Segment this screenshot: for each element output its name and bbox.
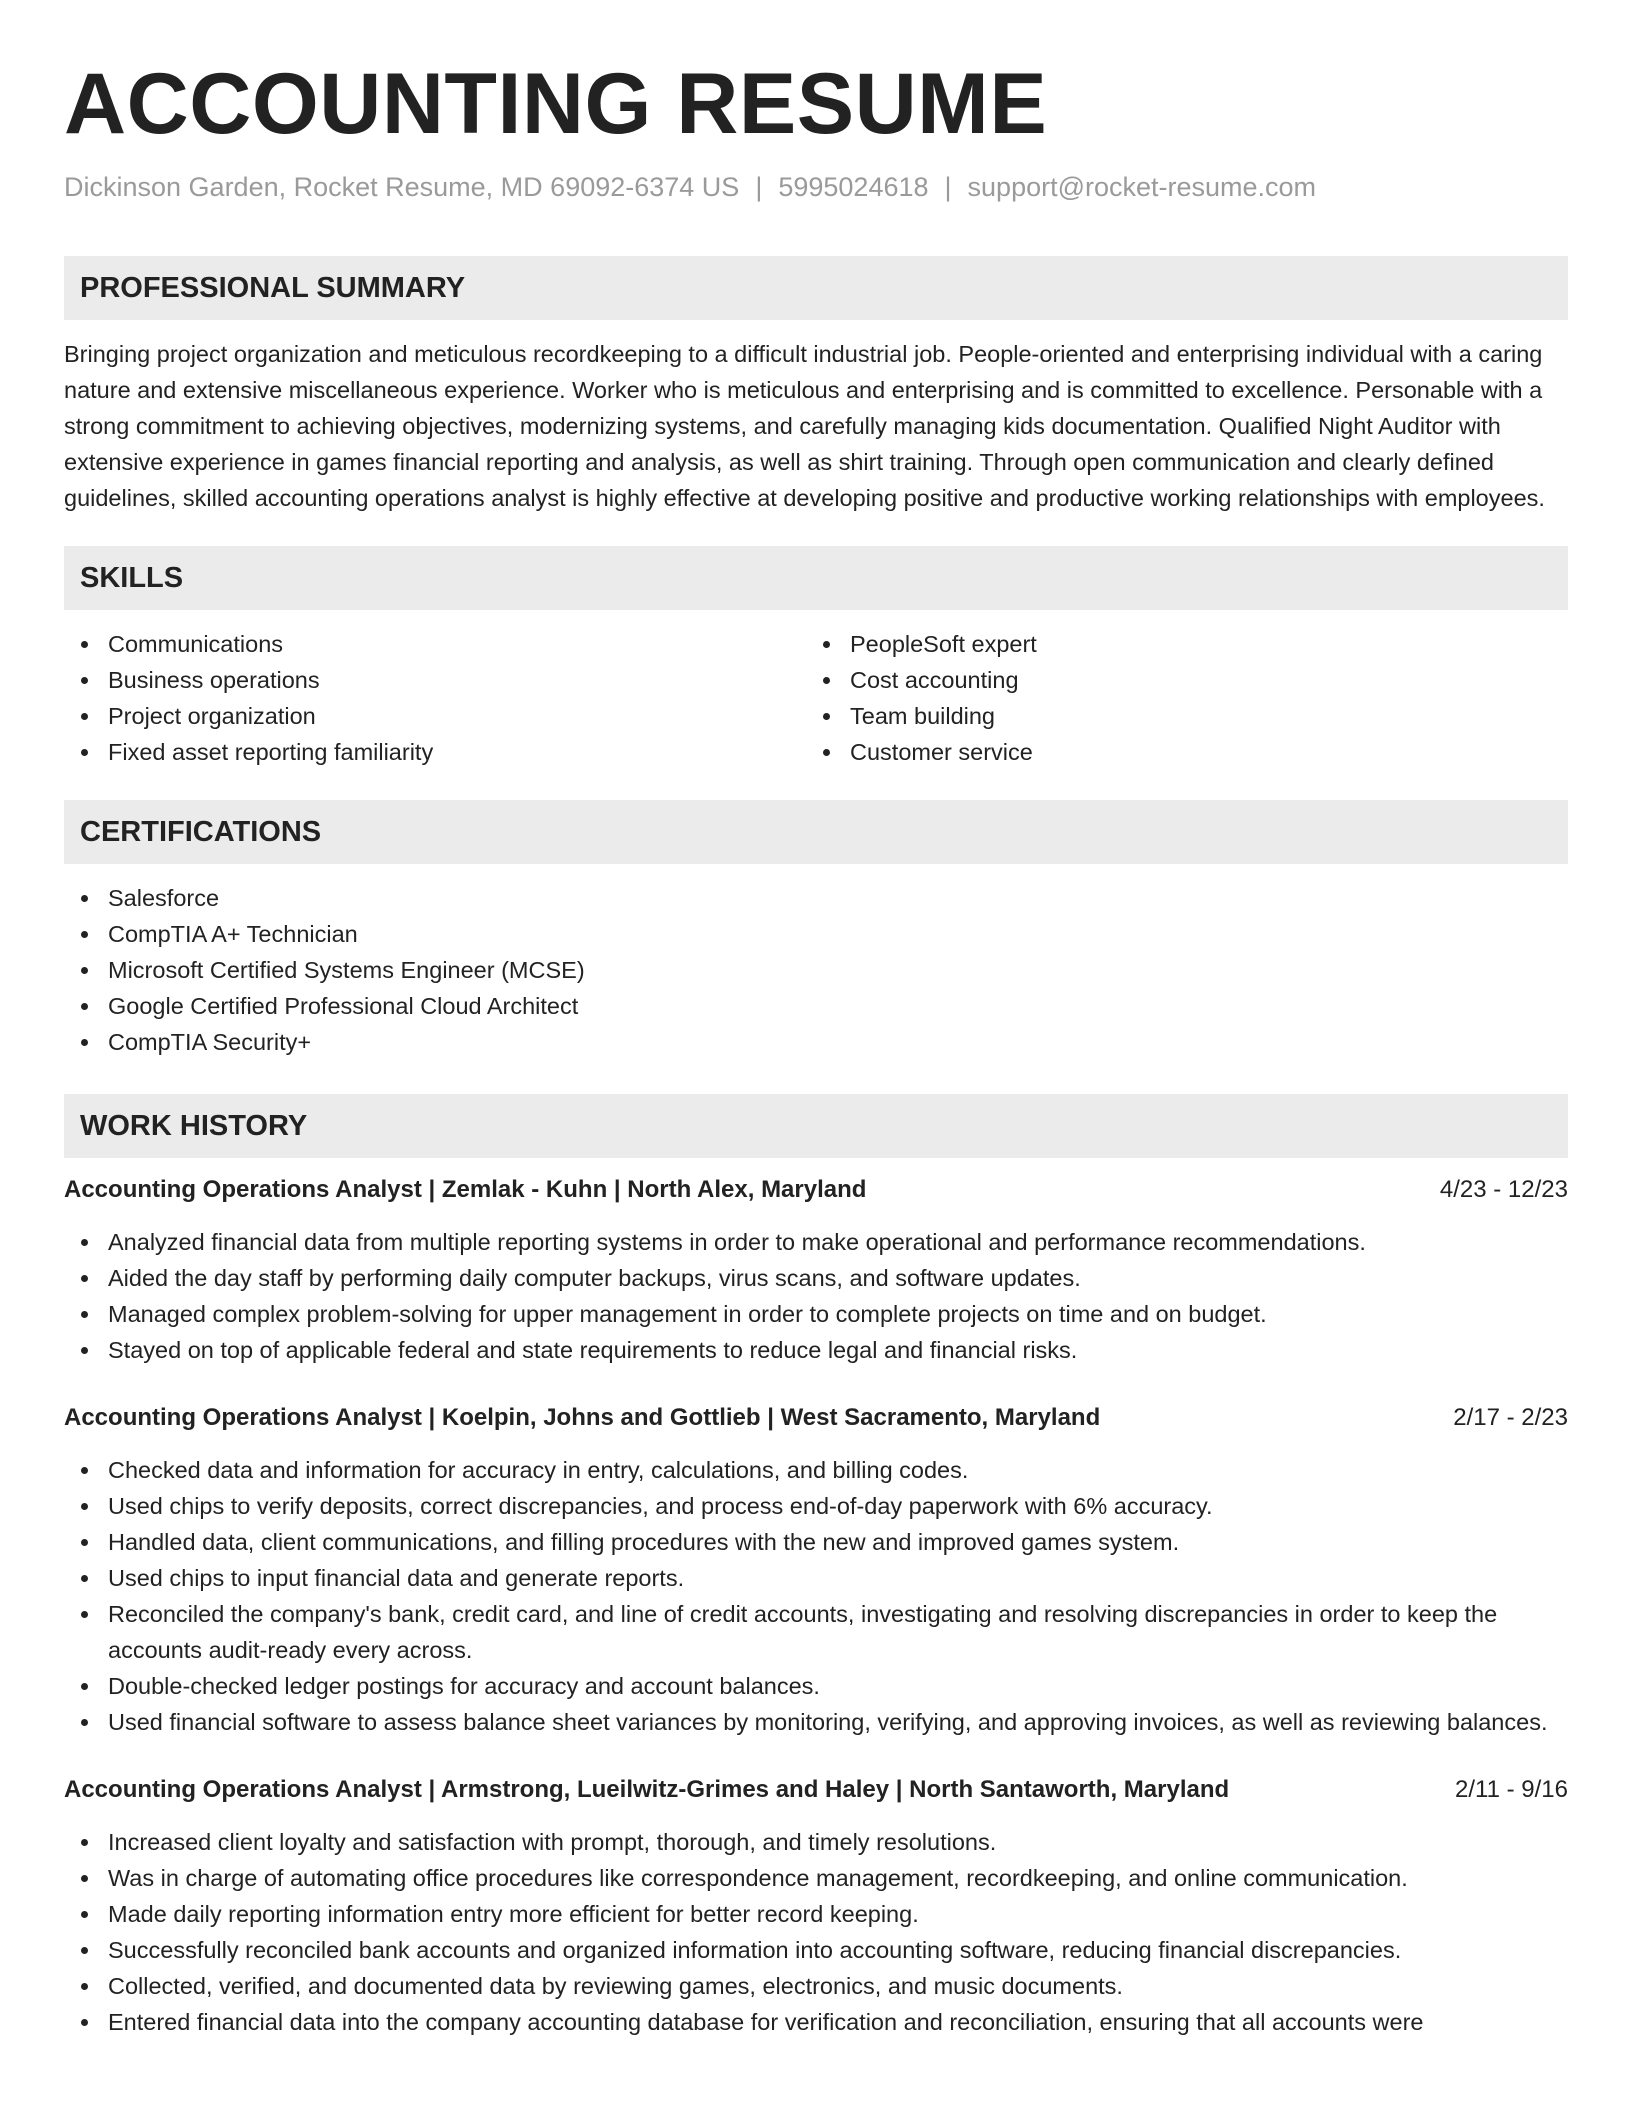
skill-item: Cost accounting: [806, 662, 1548, 698]
summary-text: Bringing project organization and meticulous recordkeeping to a difficult industrial job. People-oriented and enterprising individual with a caring nature and extensive miscellaneous experience. Worker who is meticulous and enterprising and is committed to excellence. Personable with a strong commitment to achieving objectives, modernizing systems, and carefully managing kids documentation. Qualified Night Auditor with extensive experience in games financial reporting and analysis, as well as shirt training. Through open communication and clearly defined guidelines, skilled accounting operations analyst is highly effective at developing positive and productive working relationships with employees.: [64, 341, 1545, 511]
skill-item: Communications: [64, 626, 806, 662]
certification-item: CompTIA Security+: [64, 1024, 1568, 1060]
skill-item: Fixed asset reporting familiarity: [64, 734, 806, 770]
skill-item: Project organization: [64, 698, 806, 734]
job-dates: 4/23 - 12/23: [1439, 1176, 1568, 1203]
job-bullet: Reconciled the company's bank, credit card, and line of credit accounts, investigating and resolving discrepancies in order to keep the accounts audit-ready every across.: [64, 1596, 1568, 1668]
contact-address: Dickinson Garden, Rocket Resume, MD 69092-6374 US: [64, 172, 740, 202]
job-bullet: Used chips to input financial data and generate reports.: [64, 1560, 1568, 1596]
skill-item: Business operations: [64, 662, 806, 698]
job-bullet: Managed complex problem-solving for upper management in order to complete projects on time and on budget.: [64, 1296, 1568, 1332]
job-bullet: Was in charge of automating office procedures like correspondence management, recordkeeping, and online communication.: [64, 1860, 1568, 1896]
summary-heading: PROFESSIONAL SUMMARY: [64, 256, 1568, 320]
certifications-list: [64, 880, 1568, 1060]
job-entry: [64, 1772, 1568, 2040]
job-bullet: Entered financial data into the company accounting database for verification and reconciliation, ensuring that all accounts were: [64, 2004, 1568, 2040]
resume-title: ACCOUNTING RESUME: [64, 56, 1048, 152]
certification-item: Microsoft Certified Systems Engineer (MCSE): [64, 952, 1568, 988]
job-bullet: Collected, verified, and documented data by reviewing games, electronics, and music documents.: [64, 1968, 1568, 2004]
job-bullet: Aided the day staff by performing daily computer backups, virus scans, and software updates.: [64, 1260, 1568, 1296]
certification-item: Google Certified Professional Cloud Architect: [64, 988, 1568, 1024]
resume-page: [64, 0, 1568, 2040]
job-title: Accounting Operations Analyst | Armstrong, Lueilwitz-Grimes and Haley | North Santaworth, Maryland: [64, 1776, 1230, 1803]
job-bullets: [64, 1452, 1568, 1740]
contact-line: [64, 170, 1568, 204]
job-dates: 2/17 - 2/23: [1453, 1404, 1568, 1431]
job-header: [64, 1172, 1568, 1208]
job-bullet: Increased client loyalty and satisfaction with prompt, thorough, and timely resolutions.: [64, 1824, 1568, 1860]
skills-column-right: [806, 626, 1548, 770]
job-bullet: Made daily reporting information entry more efficient for better record keeping.: [64, 1896, 1568, 1932]
job-entry: [64, 1400, 1568, 1740]
contact-separator: |: [755, 172, 763, 202]
job-bullets: [64, 1824, 1568, 2040]
job-bullets: [64, 1224, 1568, 1368]
work-history-heading: WORK HISTORY: [64, 1094, 1568, 1158]
job-bullet: Used financial software to assess balance sheet variances by monitoring, verifying, and approving invoices, as well as reviewing balances.: [64, 1704, 1568, 1740]
job-bullet: Double-checked ledger postings for accuracy and account balances.: [64, 1668, 1568, 1704]
skills-column-left: [64, 626, 806, 770]
job-header: [64, 1400, 1568, 1436]
contact-separator: |: [944, 172, 952, 202]
skill-item: Team building: [806, 698, 1548, 734]
job-bullet: Analyzed financial data from multiple reporting systems in order to make operational and performance recommendations.: [64, 1224, 1568, 1260]
skill-item: Customer service: [806, 734, 1548, 770]
certifications-heading: CERTIFICATIONS: [64, 800, 1568, 864]
job-entry: [64, 1172, 1568, 1368]
job-bullet: Checked data and information for accuracy in entry, calculations, and billing codes.: [64, 1452, 1568, 1488]
job-bullet: Used chips to verify deposits, correct discrepancies, and process end-of-day paperwork with 6% accuracy.: [64, 1488, 1568, 1524]
skills-heading: SKILLS: [64, 546, 1568, 610]
job-header: [64, 1772, 1568, 1808]
skill-item: PeopleSoft expert: [806, 626, 1548, 662]
job-bullet: Successfully reconciled bank accounts and organized information into accounting software, reducing financial discrepancies.: [64, 1932, 1568, 1968]
certification-item: CompTIA A+ Technician: [64, 916, 1568, 952]
skills-list: [64, 626, 1568, 770]
contact-email[interactable]: support@rocket-resume.com: [967, 172, 1317, 202]
job-bullet: Handled data, client communications, and filling procedures with the new and improved games system.: [64, 1524, 1568, 1560]
certification-item: Salesforce: [64, 880, 1568, 916]
job-bullet: Stayed on top of applicable federal and state requirements to reduce legal and financial risks.: [64, 1332, 1568, 1368]
job-title: Accounting Operations Analyst | Zemlak - Kuhn | North Alex, Maryland: [64, 1176, 867, 1203]
job-title: Accounting Operations Analyst | Koelpin, Johns and Gottlieb | West Sacramento, Maryland: [64, 1404, 1101, 1431]
job-dates: 2/11 - 9/16: [1455, 1776, 1568, 1803]
contact-phone: 5995024618: [778, 172, 929, 202]
